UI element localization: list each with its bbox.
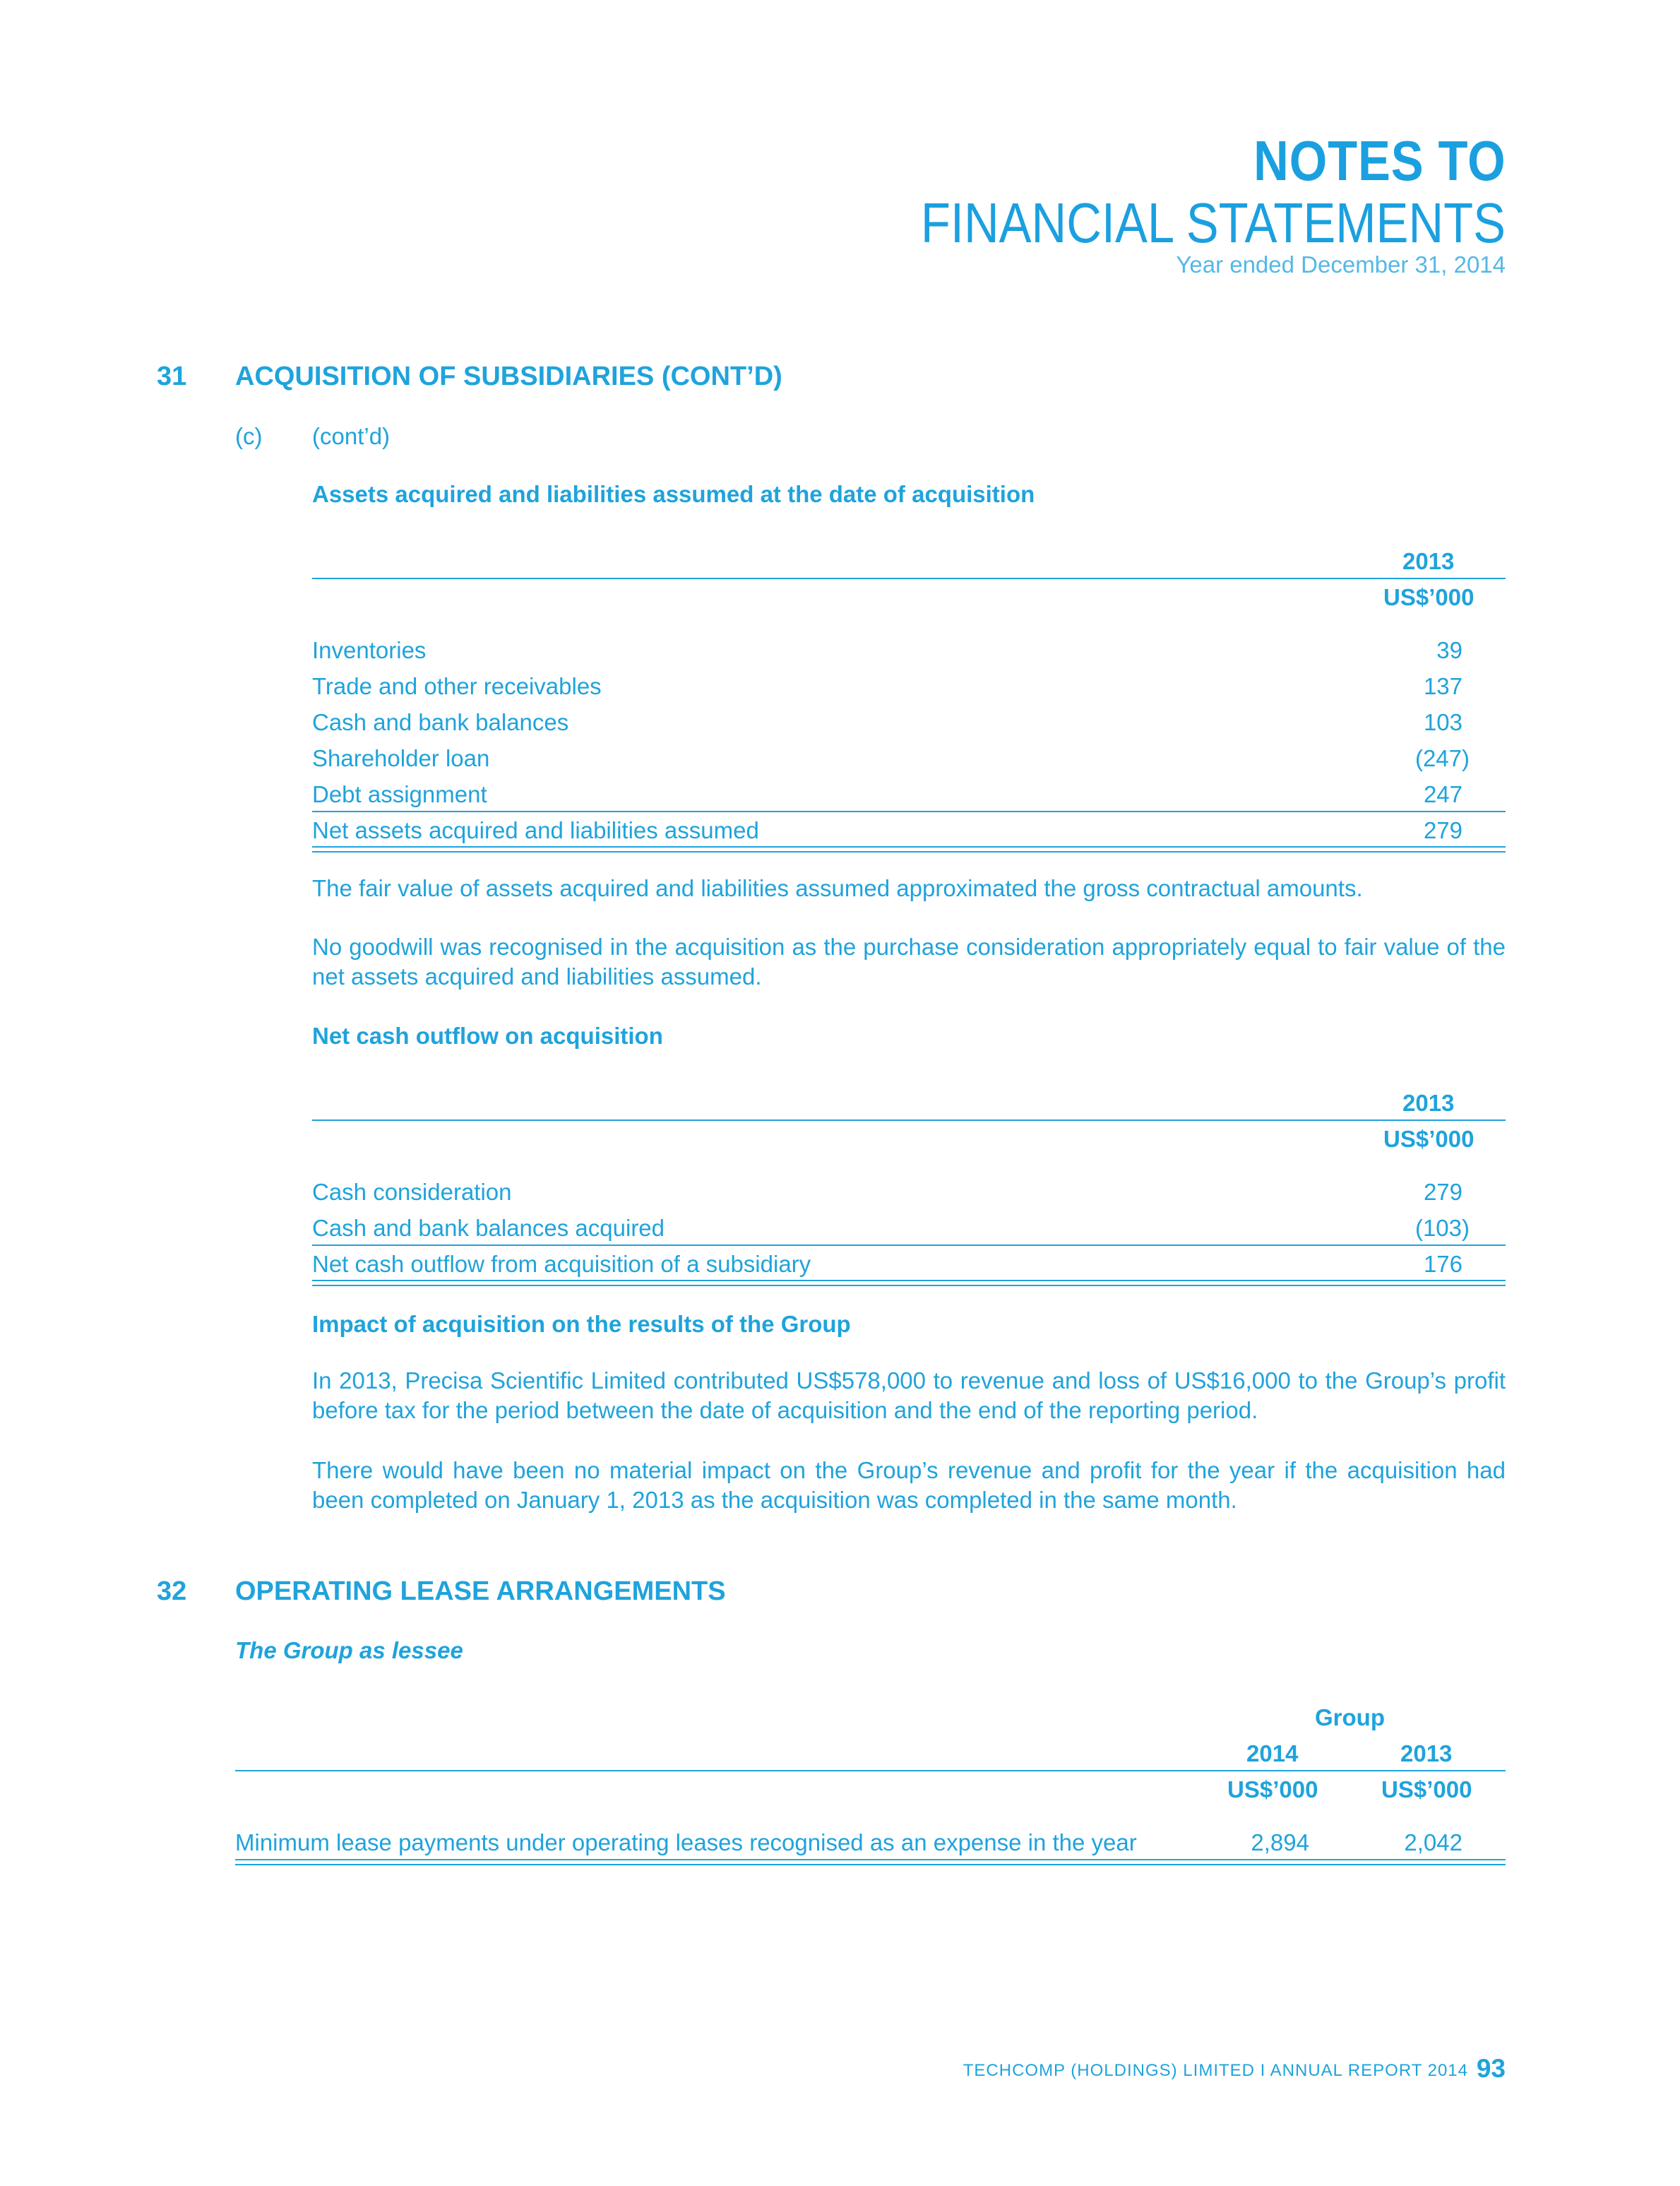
paragraph-impact-2: There would have been no material impact on the Group’s revenue and profit for the year if the acquisition had been completed on January 1, 2013 as the acquisition was completed in the same month.	[312, 1457, 1506, 1513]
table-rule	[312, 1119, 1506, 1121]
paragraph-goodwill: No goodwill was recognised in the acquisition as the purchase consideration appropriately equal to fair value of the net assets acquired and liabilities assumed.	[312, 934, 1506, 990]
table-row-label: Cash and bank balances acquired	[312, 1215, 665, 1241]
paragraph-impact-1: In 2013, Precisa Scientific Limited contributed US$578,000 to revenue and loss of US$16,000 to the Group’s profit before tax for the period between the date of acquisition and the end of the reporting period.	[312, 1367, 1506, 1423]
lease-table-group-label: Group	[1315, 1704, 1385, 1730]
page-header-subtitle: FINANCIAL STATEMENTS	[920, 191, 1506, 254]
table-rule	[312, 811, 1506, 812]
cash-table-unit: US$’000	[1383, 1126, 1475, 1152]
table-double-rule	[312, 846, 1506, 848]
page-header-period: Year ended December 31, 2014	[1176, 251, 1506, 278]
table-row-value: 247	[1423, 781, 1462, 807]
page-number: 93	[1476, 2054, 1506, 2083]
lease-table-row-label: Minimum lease payments under operating leases recognised as an expense in the year	[235, 1829, 1137, 1855]
table-row-value: 137	[1423, 673, 1462, 699]
page-header-title: NOTES TO	[1253, 129, 1506, 192]
lessee-subheading: The Group as lessee	[235, 1637, 463, 1663]
table-row-label: Cash and bank balances	[312, 709, 569, 735]
footer-company: TECHCOMP (HOLDINGS) LIMITED I ANNUAL REPORT 2014	[963, 2061, 1468, 2080]
table-rule	[235, 1770, 1506, 1771]
lease-table-unit-2: US$’000	[1381, 1776, 1472, 1802]
assets-table-unit: US$’000	[1383, 584, 1475, 610]
subsection-label: (c)	[235, 423, 263, 449]
table-row-label: Inventories	[312, 637, 427, 663]
cash-table-heading: Net cash outflow on acquisition	[312, 1023, 663, 1049]
table-row-value: 103	[1423, 709, 1462, 735]
section-31-number: 31	[157, 362, 187, 391]
assets-table-year: 2013	[1402, 548, 1455, 574]
table-row-value: 279	[1423, 1179, 1462, 1205]
lease-table-year-2: 2013	[1400, 1740, 1453, 1766]
table-total-label: Net assets acquired and liabilities assumed	[312, 817, 759, 843]
section-31-title: ACQUISITION OF SUBSIDIARIES (CONT’D)	[235, 362, 782, 391]
table-row-value: (247)	[1414, 745, 1470, 771]
table-rule	[312, 1245, 1506, 1246]
section-32-title: OPERATING LEASE ARRANGEMENTS	[235, 1576, 726, 1606]
impact-heading: Impact of acquisition on the results of the Group	[312, 1311, 851, 1337]
table-row-value: (103)	[1414, 1215, 1470, 1241]
assets-table-heading: Assets acquired and liabilities assumed at the date of acquisition	[312, 481, 1035, 507]
table-double-rule	[312, 851, 1506, 853]
table-total-value: 279	[1423, 817, 1462, 843]
table-double-rule	[235, 1864, 1506, 1865]
section-32-number: 32	[157, 1576, 187, 1606]
lease-table-year-1: 2014	[1246, 1740, 1299, 1766]
table-total-label: Net cash outflow from acquisition of a subsidiary	[312, 1251, 811, 1277]
table-row-label: Cash consideration	[312, 1179, 512, 1205]
table-rule	[312, 578, 1506, 579]
table-row-label: Shareholder loan	[312, 745, 490, 771]
table-total-value: 176	[1423, 1251, 1462, 1277]
lease-table-unit-1: US$’000	[1227, 1776, 1318, 1802]
lease-table-value-2013: 2,042	[1404, 1829, 1462, 1855]
cash-table-year: 2013	[1402, 1090, 1455, 1116]
lease-table-value-2014: 2,894	[1251, 1829, 1309, 1855]
table-double-rule	[235, 1859, 1506, 1860]
paragraph-fair-value: The fair value of assets acquired and liabilities assumed approximated the gross contractual amounts.	[312, 875, 1363, 901]
table-double-rule	[312, 1280, 1506, 1281]
table-row-value: 39	[1436, 637, 1462, 663]
table-row-label: Debt assignment	[312, 781, 487, 807]
table-double-rule	[312, 1285, 1506, 1286]
table-row-label: Trade and other receivables	[312, 673, 602, 699]
subsection-contd: (cont’d)	[312, 423, 391, 449]
